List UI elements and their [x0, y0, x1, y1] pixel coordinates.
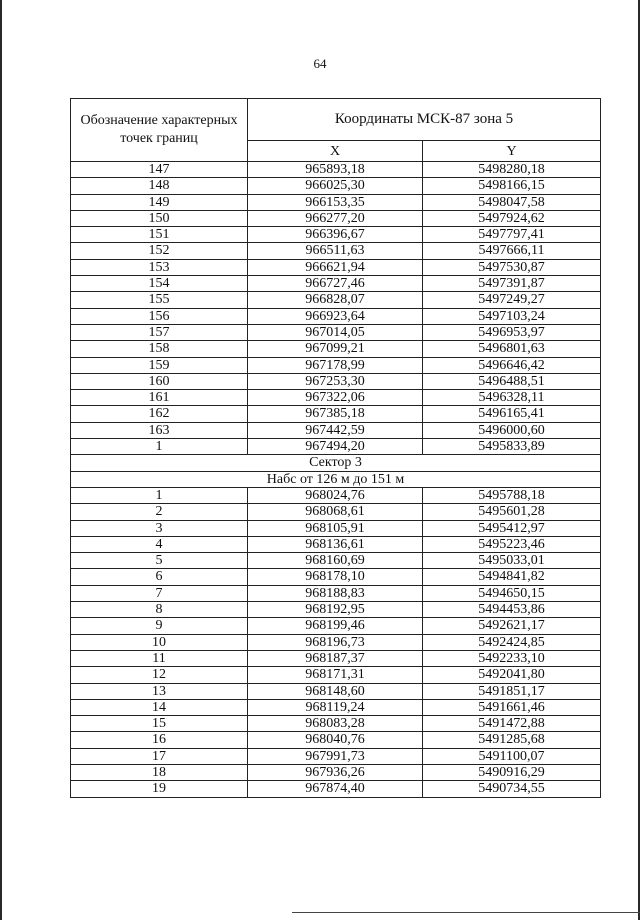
y-coordinate-cell: 5498280,18 [423, 162, 601, 178]
y-coordinate-cell: 5495033,01 [423, 553, 601, 569]
x-coordinate-cell: 967253,30 [248, 373, 423, 389]
point-number-cell: 157 [71, 324, 248, 340]
x-coordinate-cell: 968199,46 [248, 618, 423, 634]
x-coordinate-cell: 968148,60 [248, 683, 423, 699]
point-number-cell: 12 [71, 667, 248, 683]
y-coordinate-cell: 5496000,60 [423, 422, 601, 438]
y-coordinate-cell: 5497924,62 [423, 210, 601, 226]
header-x: X [248, 141, 423, 162]
point-number-cell: 3 [71, 520, 248, 536]
x-coordinate-cell: 968192,95 [248, 602, 423, 618]
table-row [71, 439, 601, 455]
x-coordinate-cell: 967494,20 [248, 439, 423, 455]
table-row [71, 487, 601, 503]
coordinates-table [70, 98, 601, 798]
y-coordinate-cell: 5496646,42 [423, 357, 601, 373]
y-coordinate-cell: 5491100,07 [423, 748, 601, 764]
x-coordinate-cell: 968105,91 [248, 520, 423, 536]
x-coordinate-cell: 968160,69 [248, 553, 423, 569]
table-row [71, 259, 601, 275]
left-scan-edge [0, 0, 2, 920]
x-coordinate-cell: 966396,67 [248, 227, 423, 243]
x-coordinate-cell: 967014,05 [248, 324, 423, 340]
table-row [71, 683, 601, 699]
table-row [71, 324, 601, 340]
y-coordinate-cell: 5497530,87 [423, 259, 601, 275]
point-number-cell: 161 [71, 390, 248, 406]
x-coordinate-cell: 968119,24 [248, 699, 423, 715]
table-row [71, 422, 601, 438]
table-row [71, 781, 601, 797]
x-coordinate-cell: 968171,31 [248, 667, 423, 683]
table-row [71, 357, 601, 373]
point-number-cell: 147 [71, 162, 248, 178]
y-coordinate-cell: 5495412,97 [423, 520, 601, 536]
table-row [71, 536, 601, 552]
bottom-rule [292, 912, 640, 913]
y-coordinate-cell: 5495223,46 [423, 536, 601, 552]
point-number-cell: 162 [71, 406, 248, 422]
point-number-cell: 6 [71, 569, 248, 585]
y-coordinate-cell: 5495788,18 [423, 487, 601, 503]
table-row [71, 308, 601, 324]
table-row [71, 504, 601, 520]
table-body-part2 [71, 487, 601, 797]
y-coordinate-cell: 5498047,58 [423, 194, 601, 210]
y-coordinate-cell: 5496488,51 [423, 373, 601, 389]
table-row [71, 585, 601, 601]
point-number-cell: 151 [71, 227, 248, 243]
point-number-cell: 155 [71, 292, 248, 308]
y-coordinate-cell: 5490916,29 [423, 764, 601, 780]
x-coordinate-cell: 966153,35 [248, 194, 423, 210]
x-coordinate-cell: 968068,61 [248, 504, 423, 520]
y-coordinate-cell: 5498166,15 [423, 178, 601, 194]
table-header [71, 99, 601, 162]
y-coordinate-cell: 5497666,11 [423, 243, 601, 259]
point-number-cell: 11 [71, 650, 248, 666]
table-row [71, 650, 601, 666]
x-coordinate-cell: 968136,61 [248, 536, 423, 552]
height-row [71, 471, 601, 487]
table-row [71, 748, 601, 764]
y-coordinate-cell: 5497103,24 [423, 308, 601, 324]
sector-label: Сектор 3 [71, 455, 601, 471]
page-number: 64 [313, 56, 327, 71]
y-coordinate-cell: 5496328,11 [423, 390, 601, 406]
x-coordinate-cell: 967099,21 [248, 341, 423, 357]
table-row [71, 406, 601, 422]
point-number-cell: 159 [71, 357, 248, 373]
table-body-part1 [71, 162, 601, 455]
point-number-cell: 160 [71, 373, 248, 389]
x-coordinate-cell: 966727,46 [248, 276, 423, 292]
y-coordinate-cell: 5491661,46 [423, 699, 601, 715]
x-coordinate-cell: 967442,59 [248, 422, 423, 438]
x-coordinate-cell: 968178,10 [248, 569, 423, 585]
point-number-cell: 19 [71, 781, 248, 797]
point-number-cell: 1 [71, 439, 248, 455]
table-row [71, 569, 601, 585]
point-number-cell: 1 [71, 487, 248, 503]
point-number-cell: 13 [71, 683, 248, 699]
table-row [71, 634, 601, 650]
table-row [71, 667, 601, 683]
table-row [71, 373, 601, 389]
point-number-cell: 10 [71, 634, 248, 650]
point-number-cell: 7 [71, 585, 248, 601]
y-coordinate-cell: 5495601,28 [423, 504, 601, 520]
x-coordinate-cell: 967322,06 [248, 390, 423, 406]
point-number-cell: 154 [71, 276, 248, 292]
table-row [71, 602, 601, 618]
table-row [71, 341, 601, 357]
y-coordinate-cell: 5496953,97 [423, 324, 601, 340]
x-coordinate-cell: 966828,07 [248, 292, 423, 308]
table-row [71, 618, 601, 634]
y-coordinate-cell: 5492424,85 [423, 634, 601, 650]
y-coordinate-cell: 5497249,27 [423, 292, 601, 308]
x-coordinate-cell: 967385,18 [248, 406, 423, 422]
point-number-cell: 148 [71, 178, 248, 194]
x-coordinate-cell: 967178,99 [248, 357, 423, 373]
table-row [71, 210, 601, 226]
x-coordinate-cell: 966621,94 [248, 259, 423, 275]
x-coordinate-cell: 965893,18 [248, 162, 423, 178]
point-number-cell: 17 [71, 748, 248, 764]
y-coordinate-cell: 5497391,87 [423, 276, 601, 292]
x-coordinate-cell: 966277,20 [248, 210, 423, 226]
table-row [71, 716, 601, 732]
x-coordinate-cell: 968040,76 [248, 732, 423, 748]
point-number-cell: 163 [71, 422, 248, 438]
y-coordinate-cell: 5492041,80 [423, 667, 601, 683]
y-coordinate-cell: 5491472,88 [423, 716, 601, 732]
point-number-cell: 149 [71, 194, 248, 210]
x-coordinate-cell: 967936,26 [248, 764, 423, 780]
y-coordinate-cell: 5496165,41 [423, 406, 601, 422]
sector-row [71, 455, 601, 471]
x-coordinate-cell: 966923,64 [248, 308, 423, 324]
table-row [71, 178, 601, 194]
x-coordinate-cell: 968083,28 [248, 716, 423, 732]
x-coordinate-cell: 968024,76 [248, 487, 423, 503]
y-coordinate-cell: 5494841,82 [423, 569, 601, 585]
y-coordinate-cell: 5492621,17 [423, 618, 601, 634]
table-row [71, 520, 601, 536]
y-coordinate-cell: 5491285,68 [423, 732, 601, 748]
point-number-cell: 158 [71, 341, 248, 357]
y-coordinate-cell: 5490734,55 [423, 781, 601, 797]
y-coordinate-cell: 5497797,41 [423, 227, 601, 243]
table-row [71, 764, 601, 780]
height-range-label: Набс от 126 м до 151 м [71, 471, 601, 487]
y-coordinate-cell: 5494453,86 [423, 602, 601, 618]
point-number-cell: 4 [71, 536, 248, 552]
table-row [71, 390, 601, 406]
y-coordinate-cell: 5494650,15 [423, 585, 601, 601]
x-coordinate-cell: 966025,30 [248, 178, 423, 194]
x-coordinate-cell: 967874,40 [248, 781, 423, 797]
table-row [71, 553, 601, 569]
table-row [71, 699, 601, 715]
x-coordinate-cell: 968196,73 [248, 634, 423, 650]
sector-section [71, 455, 601, 488]
point-number-cell: 8 [71, 602, 248, 618]
table-row [71, 292, 601, 308]
x-coordinate-cell: 967991,73 [248, 748, 423, 764]
y-coordinate-cell: 5492233,10 [423, 650, 601, 666]
y-coordinate-cell: 5496801,63 [423, 341, 601, 357]
table-row [71, 227, 601, 243]
point-number-cell: 18 [71, 764, 248, 780]
point-number-cell: 153 [71, 259, 248, 275]
x-coordinate-cell: 968187,37 [248, 650, 423, 666]
header-coordinate-system: Координаты МСК-87 зона 5 [248, 99, 601, 141]
point-number-cell: 15 [71, 716, 248, 732]
header-y: Y [423, 141, 601, 162]
table-row [71, 194, 601, 210]
table-row [71, 243, 601, 259]
x-coordinate-cell: 966511,63 [248, 243, 423, 259]
x-coordinate-cell: 968188,83 [248, 585, 423, 601]
point-number-cell: 9 [71, 618, 248, 634]
table-row [71, 276, 601, 292]
point-number-cell: 152 [71, 243, 248, 259]
point-number-cell: 156 [71, 308, 248, 324]
table-row [71, 732, 601, 748]
header-point-designation: Обозначение характерных точек границ [71, 99, 248, 162]
point-number-cell: 16 [71, 732, 248, 748]
y-coordinate-cell: 5491851,17 [423, 683, 601, 699]
point-number-cell: 150 [71, 210, 248, 226]
point-number-cell: 2 [71, 504, 248, 520]
table-row [71, 162, 601, 178]
point-number-cell: 5 [71, 553, 248, 569]
point-number-cell: 14 [71, 699, 248, 715]
y-coordinate-cell: 5495833,89 [423, 439, 601, 455]
